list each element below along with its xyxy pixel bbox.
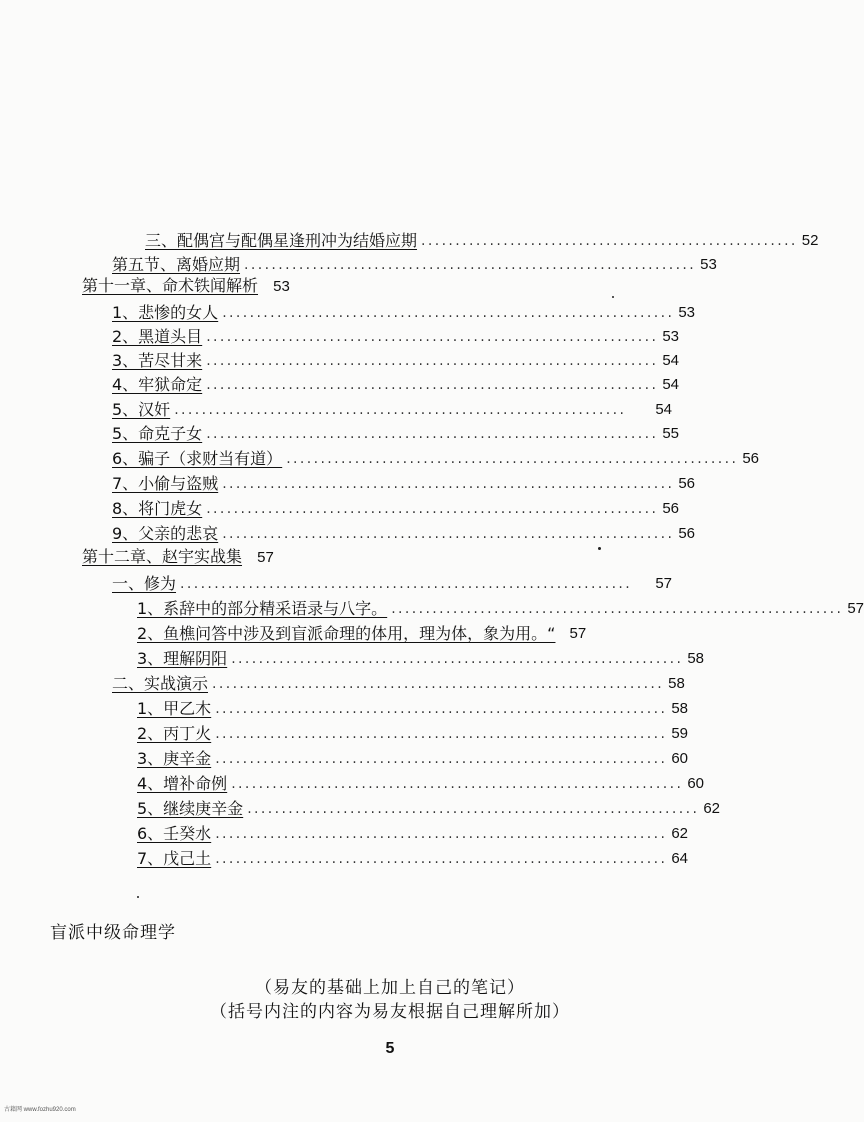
leader-dots: .................................................................. (206, 501, 659, 517)
toc-entry-title: 6、壬癸水 (137, 824, 212, 843)
leader-dots: .................................................................. (231, 651, 684, 667)
toc-entry-title: 3、理解阴阳 (137, 649, 228, 668)
watermark: 古籍网 www.fozhu920.com (4, 1107, 76, 1113)
toc-entry-page: 54 (655, 401, 672, 418)
toc-entry[interactable] (112, 671, 685, 695)
toc-entry-page: 57 (847, 600, 864, 617)
toc-entry-title: 1、悲惨的女人 (112, 303, 219, 322)
note-line-1: （易友的基础上加上自己的笔记） (255, 978, 525, 998)
leader-dots: .................................................................. (212, 676, 665, 692)
toc-entry-page: 53 (273, 278, 290, 295)
leader-dots: .................................................................. (215, 751, 668, 767)
toc-entry-page: 52 (801, 232, 819, 249)
leader-dots: .................................................................. (174, 402, 627, 418)
toc-entry-title: 5、继续庚辛金 (137, 799, 244, 818)
toc-entry-page: 53 (662, 328, 679, 345)
toc-entry[interactable] (137, 621, 672, 645)
toc-entry-title: 8、将门虎女 (112, 499, 203, 518)
scan-speck (598, 547, 601, 550)
toc-entry[interactable] (137, 721, 688, 745)
toc-entry-page: 55 (662, 425, 679, 442)
leader-dots: .................................................................. (180, 576, 633, 592)
toc-entry[interactable] (112, 496, 679, 520)
leader-dots: .................................................................. (286, 451, 739, 467)
leader-dots: .................................................................. (215, 851, 668, 867)
toc-entry-title: 1、甲乙木 (137, 699, 212, 718)
toc-entry-page: 54 (662, 352, 679, 369)
toc-entry-title: 2、丙丁火 (137, 724, 212, 743)
toc-entry-page: 58 (671, 700, 688, 717)
toc-entry-title: 第十二章、赵宇实战集 (82, 547, 243, 566)
leader-dots: .................................................................. (222, 526, 675, 542)
toc-entry[interactable] (137, 646, 704, 670)
toc-entry-title: 第十一章、命术铁闻解析 (82, 276, 259, 295)
leader-dots: .................................................................. (222, 305, 675, 321)
toc-entry-page: 53 (678, 304, 695, 321)
leader-dots: .................................................................. (206, 353, 659, 369)
toc-chapter[interactable] (82, 275, 290, 299)
toc-entry-page: 57 (569, 625, 587, 642)
toc-entry-title: 5、命克子女 (112, 424, 203, 443)
leader-dots: ....................................................... (421, 233, 798, 249)
toc-entry-title: 7、戊己土 (137, 849, 212, 868)
toc-entry-page: 62 (703, 800, 720, 817)
toc-entry[interactable] (137, 846, 688, 870)
leader-dots: .................................................................. (215, 726, 668, 742)
toc-entry-page: 59 (671, 725, 688, 742)
scan-speck (137, 896, 139, 898)
toc-entry[interactable] (112, 300, 695, 324)
toc-entry-page: 56 (662, 500, 679, 517)
toc-entry-title: 4、增补命例 (137, 774, 228, 793)
scan-speck (612, 296, 614, 298)
toc-entry-page: 57 (257, 549, 274, 566)
toc-entry[interactable] (137, 596, 864, 620)
toc-entry-page: 56 (678, 475, 695, 492)
leader-dots: .................................................................. (222, 476, 675, 492)
toc-entry[interactable] (112, 421, 679, 445)
leader-dots: .................................................................. (215, 701, 668, 717)
toc-entry-page: 60 (687, 775, 704, 792)
toc-entry-page: 62 (671, 825, 688, 842)
toc-entry-title: 6、骗子（求财当有道） (112, 449, 283, 468)
toc-entry-page: 57 (655, 575, 672, 592)
leader-dots: .................................................................. (206, 377, 659, 393)
toc-entry-title: 9、父亲的悲哀 (112, 524, 219, 543)
toc-entry-page: 58 (668, 675, 685, 692)
toc-entry[interactable] (112, 471, 695, 495)
note-line-2: （括号内注的内容为易友根据自己理解所加） (210, 1002, 570, 1022)
toc-entry-page: 60 (671, 750, 688, 767)
leader-dots: .................................................................. (206, 426, 659, 442)
toc-entry-title: 5、汉奸 (112, 400, 171, 419)
toc-entry-title: 1、系辞中的部分精采语录与八字。 (137, 599, 388, 618)
toc-entry-title: 3、苦尽甘来 (112, 351, 203, 370)
leader-dots: .................................................................. (391, 601, 844, 617)
book-title: 盲派中级命理学 (50, 923, 176, 943)
toc-entry-page: 56 (742, 450, 759, 467)
toc-entry-title: 二、实战演示 (112, 674, 209, 693)
page-number: 5 (385, 1040, 395, 1057)
toc-entry[interactable] (112, 324, 679, 348)
toc-entry-title: 3、庚辛金 (137, 749, 212, 768)
leader-dots: .................................................................. (231, 776, 684, 792)
toc-entry[interactable] (112, 397, 672, 421)
toc-entry-title: 2、黑道头目 (112, 327, 203, 346)
toc-entry-page: 58 (687, 650, 704, 667)
leader-dots: .................................................................. (247, 801, 700, 817)
toc-entry-title: 三、配偶宫与配偶星逢刑冲为结婚应期 (145, 231, 418, 250)
leader-dots: .................................................................. (244, 257, 697, 273)
toc-entry[interactable] (137, 821, 688, 845)
toc-entry-page: 54 (662, 376, 679, 393)
toc-chapter[interactable] (82, 546, 274, 570)
toc-entry-page: 56 (678, 525, 695, 542)
toc-entry[interactable] (137, 746, 688, 770)
toc-entry[interactable] (112, 372, 679, 396)
toc-entry[interactable] (112, 521, 695, 545)
toc-entry[interactable] (137, 771, 704, 795)
toc-entry[interactable] (145, 228, 819, 252)
leader-dots: .................................................................. (215, 826, 668, 842)
toc-entry[interactable] (112, 571, 672, 595)
toc-entry-title: 第五节、离婚应期 (112, 255, 241, 274)
toc-entry-page: 53 (700, 256, 717, 273)
toc-entry-title: 4、牢狱命定 (112, 375, 203, 394)
toc-entry-title: 7、小偷与盗贼 (112, 474, 219, 493)
toc-entry[interactable] (137, 696, 688, 720)
toc-entry-page: 64 (671, 850, 688, 867)
toc-entry[interactable] (137, 796, 720, 820)
toc-entry[interactable] (112, 446, 759, 470)
toc-entry-title: 一、修为 (112, 574, 177, 593)
toc-entry[interactable] (112, 252, 717, 276)
leader-dots: .................................................................. (206, 329, 659, 345)
toc-entry-title: 2、鱼樵问答中涉及到盲派命理的体用，理为体，象为用。“ (137, 624, 556, 643)
toc-entry[interactable] (112, 348, 679, 372)
